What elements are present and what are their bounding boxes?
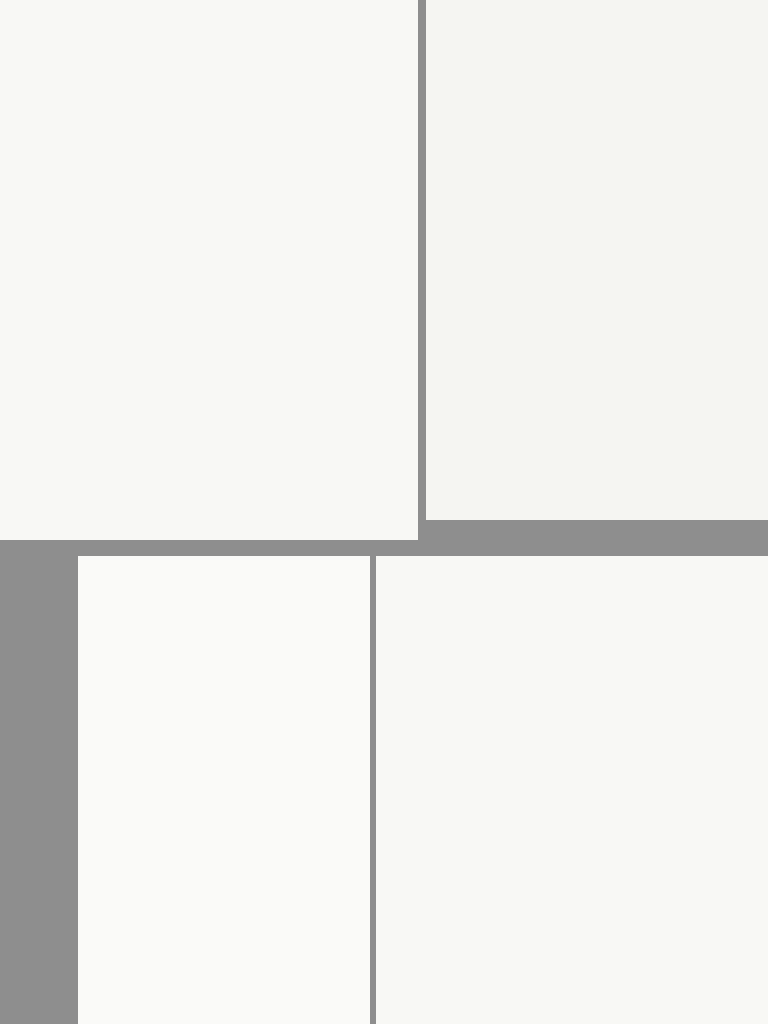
page-4 — [376, 556, 768, 1024]
page-2 — [426, 0, 768, 520]
page-1 — [0, 0, 418, 540]
page-3 — [78, 556, 370, 1024]
